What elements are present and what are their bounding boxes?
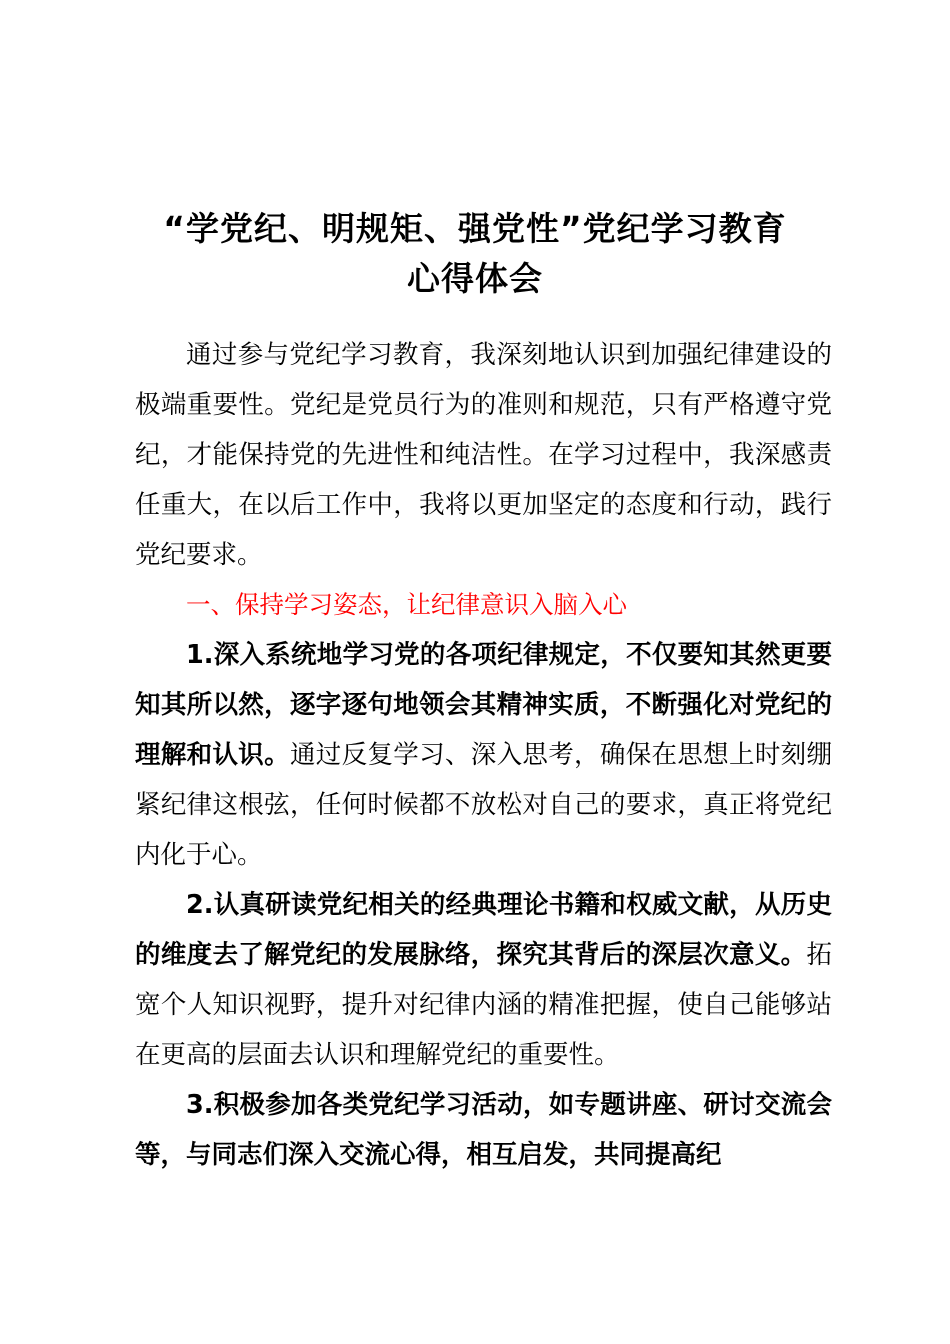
list-item-2-text: 拓宽个人知识视野，提升对纪律内涵的精准把握，使自己能够站在更高的层面去认识和理解党纪的重要性。 <box>135 940 832 1070</box>
list-item-3-bold: 3.积极参加各类党纪学习活动，如专题讲座、研讨交流会等，与同志们深入交流心得，相互启发，共同提高纪 <box>135 1090 832 1170</box>
document-body <box>135 330 832 1180</box>
section-heading-1: 一、保持学习姿态，让纪律意识入脑入心 <box>186 590 627 619</box>
list-item-3 <box>135 1080 832 1180</box>
document-title <box>100 204 850 304</box>
title-line-2: 心得体会 <box>407 259 543 298</box>
list-item-2 <box>135 880 832 1080</box>
title-line-1: “学党纪、明规矩、强党性”党纪学习教育 <box>163 209 787 248</box>
list-item-1-text: 通过反复学习、深入思考，确保在思想上时刻绷紧纪律这根弦，任何时候都不放松对自己的要求，真正将党纪内化于心。 <box>135 740 832 870</box>
list-item-1 <box>135 630 832 880</box>
intro-paragraph: 通过参与党纪学习教育，我深刻地认识到加强纪律建设的极端重要性。党纪是党员行为的准则和规范，只有严格遵守党纪，才能保持党的先进性和纯洁性。在学习过程中，我深感责任重大，在以后工作中，我将以更加坚定的态度和行动，践行党纪要求。 <box>135 340 832 570</box>
list-item-2-bold: 2.认真研读党纪相关的经典理论书籍和权威文献，从历史的维度去了解党纪的发展脉络，探究其背后的深层次意义。 <box>135 890 832 970</box>
list-item-1-bold: 1.深入系统地学习党的各项纪律规定，不仅要知其然更要知其所以然，逐字逐句地领会其精神实质，不断强化对党纪的理解和认识。 <box>135 640 832 770</box>
